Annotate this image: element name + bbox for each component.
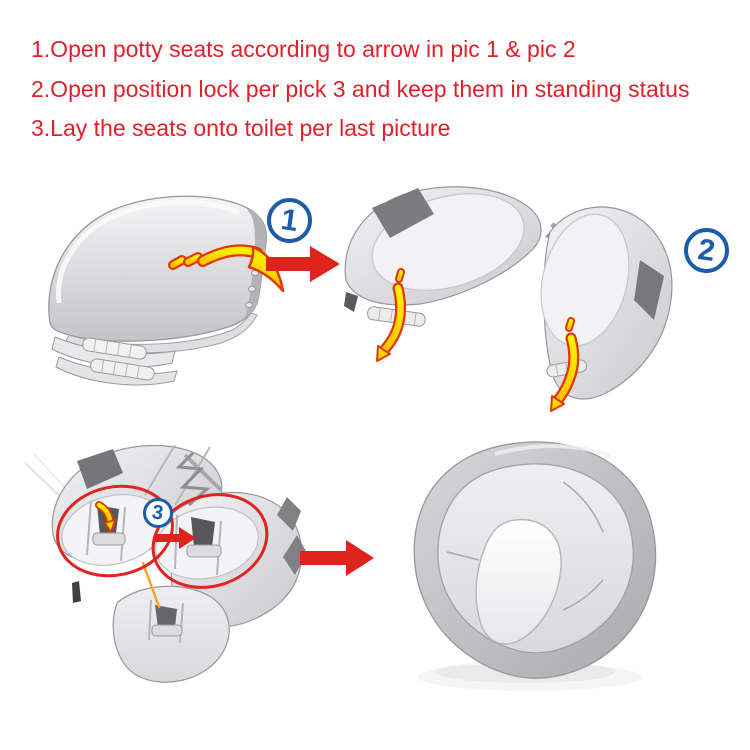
step2-half-open-seat-illustration: [338, 180, 683, 430]
instruction-line-2: 2.Open position lock per pick 3 and keep them in standing status: [31, 75, 690, 102]
step1-next-arrow-icon: [266, 245, 342, 283]
step3-position-lock-illustration: [25, 435, 315, 720]
folded-seat: [49, 196, 267, 385]
instruction-line-3: 3.Lay the seats onto toilet per last picture: [31, 115, 451, 141]
instruction-text: [31, 30, 689, 149]
instruction-line-1: 1.Open potty seats according to arrow in pic 1 & pic 2: [31, 36, 576, 62]
step2-badge: [684, 228, 729, 273]
step3-lock-arrow-icon: [155, 526, 197, 550]
step4-assembled-seat-illustration: [395, 432, 670, 700]
step1-number: 1: [279, 202, 301, 238]
step2-number: 2: [696, 232, 718, 268]
step3-next-arrow-icon: [300, 538, 376, 578]
step3-badge: [143, 498, 173, 528]
standing-seat-underside: [25, 445, 307, 682]
assembled-seat: [414, 442, 655, 691]
step1-badge: [267, 198, 312, 243]
step3-number: 3: [151, 500, 166, 525]
